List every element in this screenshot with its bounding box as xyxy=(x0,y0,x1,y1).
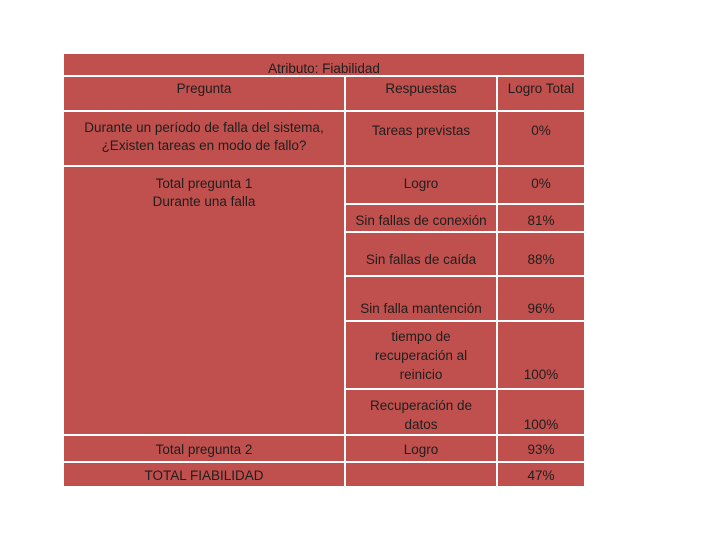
q2-value-5: 100% xyxy=(523,417,559,432)
q2-answer-1: Sin fallas de conexión xyxy=(355,213,487,228)
q1-value: 0% xyxy=(531,123,551,138)
q2-row-divider-4 xyxy=(346,320,584,322)
q2-answer-3: Sin falla mantención xyxy=(360,301,482,316)
q2-value-2: 88% xyxy=(527,252,555,267)
header-logro-total: Logro Total xyxy=(507,81,575,96)
q2-value-3: 96% xyxy=(527,301,555,316)
q2-answer-5-line1: Recuperación de xyxy=(369,398,473,413)
q2-row-divider-3 xyxy=(346,275,584,277)
q2-answer-2: Sin fallas de caída xyxy=(365,252,477,267)
q1-divider xyxy=(64,165,584,167)
total-q2-divider-top xyxy=(64,434,584,436)
q2-value-4: 100% xyxy=(523,367,559,382)
total-q2-value: 93% xyxy=(527,442,555,457)
q2-answer-5-line2: datos xyxy=(404,417,438,432)
q2-row-divider-5 xyxy=(346,388,584,390)
total-fiabilidad-value: 47% xyxy=(527,468,555,483)
q1-question-line1: Durante un período de falla del sistema, xyxy=(84,120,324,135)
header-divider xyxy=(64,110,584,112)
total-q2-answer: Logro xyxy=(403,442,439,457)
q2-row-divider-2 xyxy=(346,231,584,233)
q2-answer-4-line3: reinicio xyxy=(399,367,443,382)
total-fiabilidad-label: TOTAL FIABILIDAD xyxy=(144,468,264,483)
total-q1-answer: Logro xyxy=(403,176,439,191)
total-q1-value: 0% xyxy=(531,176,551,191)
total-q2-label: Total pregunta 2 xyxy=(155,442,253,457)
q2-question: Durante una falla xyxy=(152,194,256,209)
total-q1-label: Total pregunta 1 xyxy=(155,176,253,191)
q2-row-divider-1 xyxy=(346,203,584,205)
total-q2-divider-bottom xyxy=(64,461,584,463)
q1-question-line2: ¿Existen tareas en modo de fallo? xyxy=(101,138,307,153)
q1-answer: Tareas previstas xyxy=(371,123,471,138)
q2-answer-4-line1: tiempo de xyxy=(391,329,451,344)
header-respuestas: Respuestas xyxy=(385,81,457,96)
header-pregunta: Pregunta xyxy=(176,81,232,96)
q2-value-1: 81% xyxy=(527,213,555,228)
attribute-title: Atributo: Fiabilidad xyxy=(268,61,380,76)
q2-answer-4-line2: recuperación al xyxy=(374,348,468,363)
